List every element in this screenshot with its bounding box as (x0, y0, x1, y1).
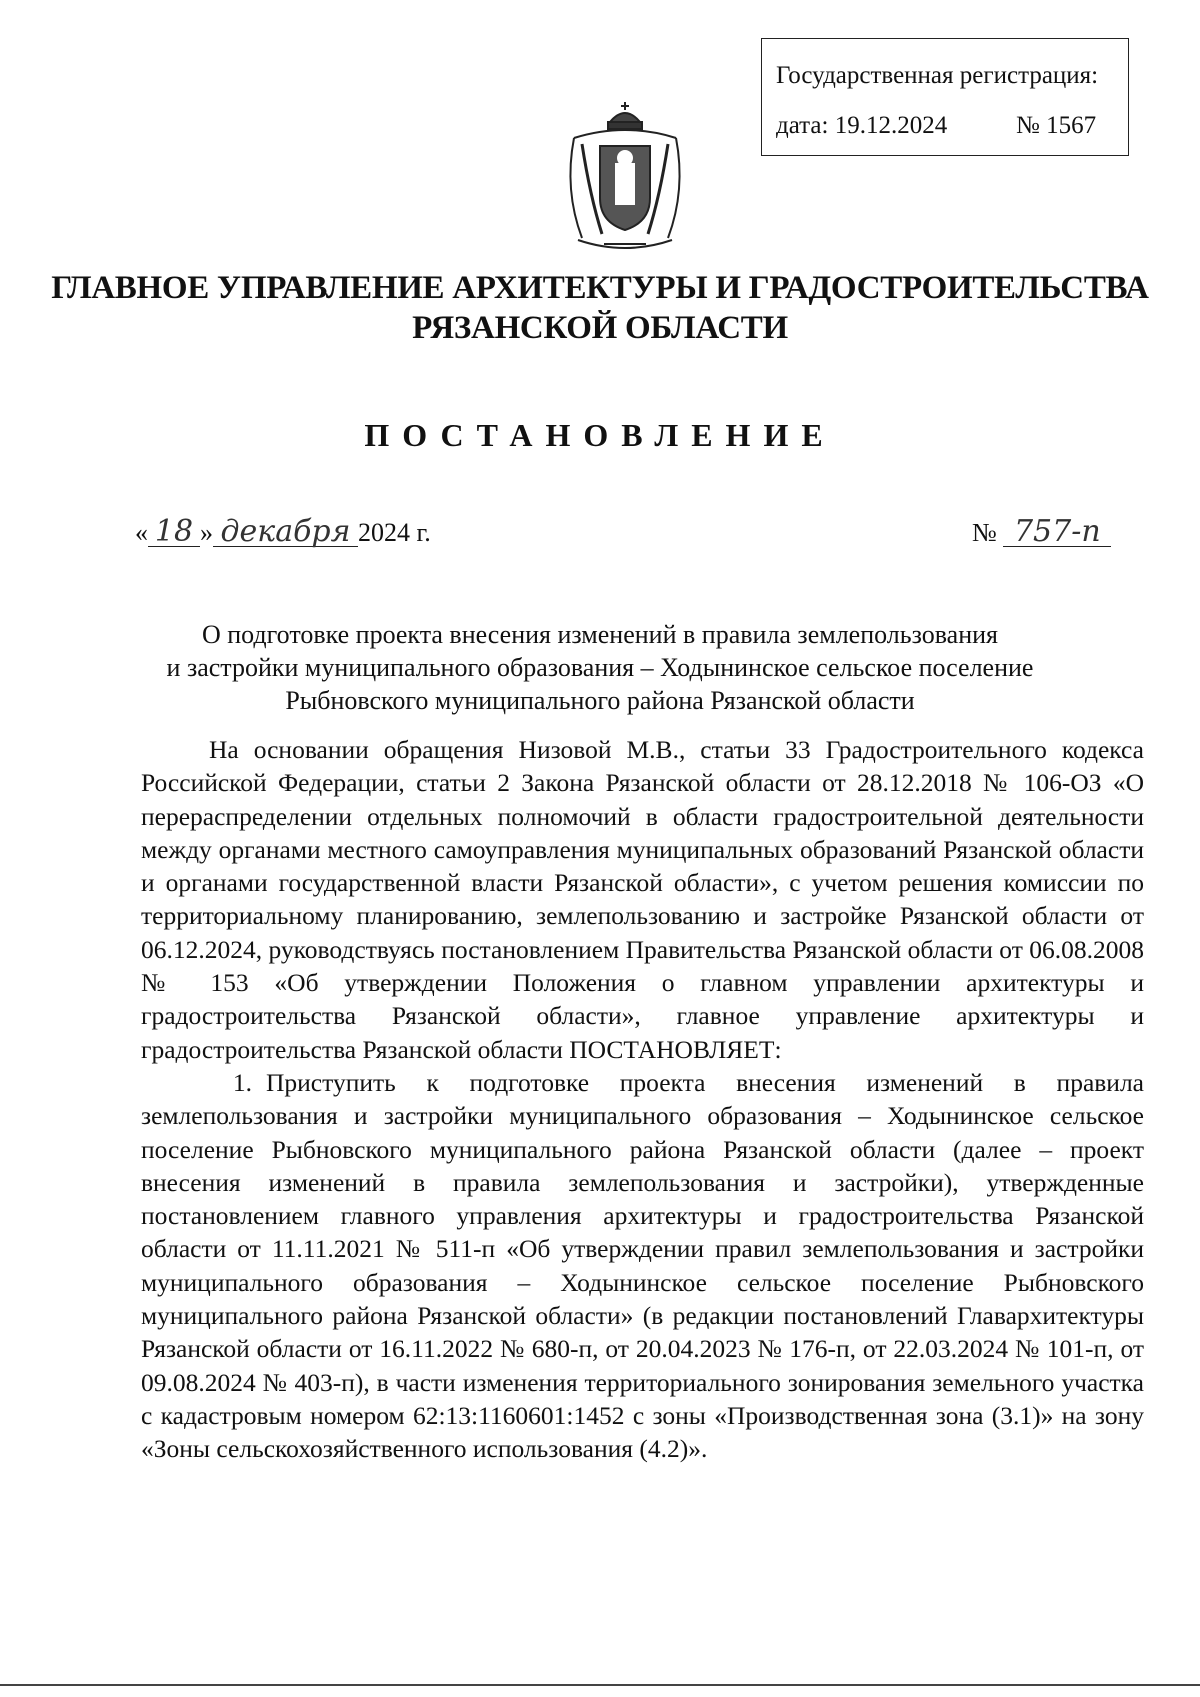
subject-line1: О подготовке проекта внесения изменений в правила землепользования (201, 620, 998, 649)
agency-name (0, 268, 1200, 348)
registration-stamp (761, 38, 1129, 156)
decree-day: 18 (148, 518, 200, 547)
decree-number (972, 514, 1111, 549)
decree-subject (0, 618, 1200, 717)
decree-date (135, 514, 431, 549)
date-close-quote: » (200, 518, 213, 547)
coat-of-arms-icon (560, 100, 690, 260)
registration-date: дата: 19.12.2024 (776, 112, 948, 139)
item-1-text: Приступить к подготовке проекта внесения изменений в правила землепользования и застройки муниципального образования – Ходынинское сельское поселение Рыбновского муниципального района Рязанской области (далее – проект внесения изменений в правила землепользования и застройки), утвержденные постановлением главного управления архитектуры и градостроительства Рязанской области от 11.11.2021 № 511-п «Об утверждении правил землепользования и застройки муниципального образования – Ходынинское сельское поселение Рыбновского муниципального района Рязанской области» (в редакции постановлений Главархитектуры Рязанской области от 16.11.2022 № 680-п, от 20.04.2023 № 176-п, от 22.03.2024 № 101-п, от 09.08.2024 № 403-п), в части изменения территориального зонирования земельного участка с кадастровым номером 62:13:1160601:1452 с зоны «Производственная зона (3.1)» на зону «Зоны сельскохозяйственного использования (4.2)». (141, 1067, 1144, 1464)
agency-name-line2: РЯЗАНСКОЙ ОБЛАСТИ (412, 310, 788, 346)
subject-line2: и застройки муниципального образования – Ходынинское сельское поселение (166, 653, 1034, 682)
item-1-number: 1. (232, 1067, 252, 1097)
decree-year: 2024 г. (358, 518, 431, 547)
decree-body (141, 733, 1144, 1466)
registration-number: № 1567 (1016, 112, 1097, 139)
document-type: ПОСТАНОВЛЕНИЕ (364, 417, 836, 453)
item-1-paragraph (141, 1066, 1144, 1466)
page-bottom-rule (0, 1684, 1200, 1686)
decree-number-value: 757-п (1003, 518, 1111, 547)
decree-number-prefix: № (972, 518, 997, 547)
subject-line3: Рыбновского муниципального района Рязанской области (285, 686, 915, 715)
decree-month: декабря (213, 518, 358, 547)
registration-title: Государственная регистрация: (776, 62, 1099, 89)
date-open-quote: « (135, 518, 148, 547)
agency-name-line1: ГЛАВНОЕ УПРАВЛЕНИЕ АРХИТЕКТУРЫ И ГРАДОСТРОИТЕЛЬСТВА (51, 270, 1149, 306)
preamble-paragraph: На основании обращения Низовой М.В., статьи 33 Градостроительного кодекса Российской Федерации, статьи 2 Закона Рязанской области от 28.12.2018 № 106-ОЗ «О перераспределении отдельных полномочий в области градостроительной деятельности между органами местного самоуправления муниципальных образований Рязанской области и органами государственной власти Рязанской области», с учетом решения комиссии по территориальному планированию, землепользованию и застройке Рязанской области от 06.12.2024, руководствуясь постановлением Правительства Рязанской области от 06.08.2008 № 153 «Об утверждении Положения о главном управлении архитектуры и градостроительства Рязанской области», главное управление архитектуры и градостроительства Рязанской области ПОСТАНОВЛЯЕТ: (141, 735, 1144, 1064)
